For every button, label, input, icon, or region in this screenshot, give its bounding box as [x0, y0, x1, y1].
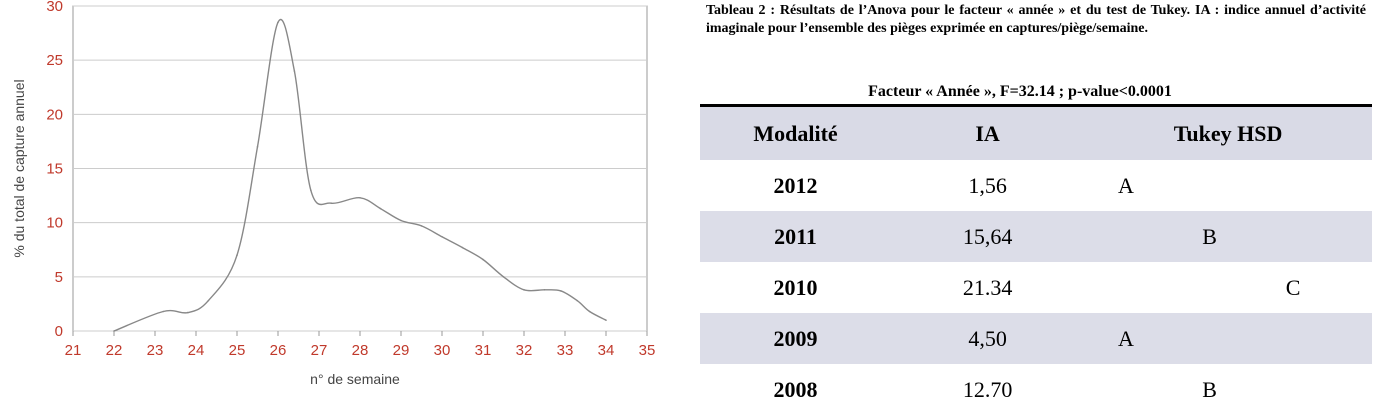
cell-tukey-a [1084, 211, 1168, 262]
table-row [700, 262, 1372, 313]
chart-svg [0, 0, 660, 414]
data-point [310, 189, 312, 191]
y-tick-label: 30 [46, 0, 63, 15]
data-point [544, 289, 546, 291]
data-point [236, 254, 238, 256]
anova-document [700, 0, 1379, 414]
table-row [700, 211, 1372, 262]
cell-tukey-a [1084, 364, 1168, 415]
data-point [441, 236, 443, 238]
x-tick-label: 24 [187, 342, 205, 359]
x-tick-label: 25 [228, 342, 246, 359]
x-tick-label: 34 [597, 342, 615, 359]
cell-modalite: 2008 [773, 376, 818, 402]
data-point [523, 289, 525, 291]
y-tick-label: 25 [46, 52, 63, 70]
cell-ia: 4,50 [891, 313, 1084, 364]
data-point [294, 70, 296, 72]
y-axis-title: % du total de capture annuel [11, 79, 27, 258]
x-axis-title: n° de semaine [310, 371, 400, 387]
table-header-row [700, 106, 1372, 161]
cell-tukey-a: A [1118, 172, 1134, 198]
cell-tukey-a: A [1084, 313, 1168, 364]
data-point [400, 220, 402, 222]
data-point [503, 276, 505, 278]
x-tick-label: 30 [433, 342, 451, 359]
cell-ia: 12.70 [962, 376, 1013, 402]
x-tick-label: 32 [515, 342, 533, 359]
cell-tukey-a [1084, 262, 1168, 313]
data-point [605, 319, 607, 321]
cell-pad [1335, 262, 1372, 313]
line-chart [0, 0, 660, 414]
data-point [359, 197, 361, 199]
y-tick-label: 20 [46, 106, 63, 124]
data-point [482, 259, 484, 261]
cell-tukey-b: B [1202, 376, 1217, 402]
header-modalite: Modalité [700, 106, 891, 161]
x-tick-label: 27 [310, 342, 328, 359]
cell-tukey-c [1251, 211, 1335, 262]
x-tick-label: 35 [638, 342, 656, 359]
x-tick-label: 21 [64, 342, 82, 359]
table-caption: Tableau 2 : Résultats de l’Anova pour le facteur « année » et du test de Tukey. IA : indice annuel d’activité imaginale pour l’ensemble des pièges exprimée en captures/piège/semaine. [706, 3, 1366, 36]
cell-pad [1335, 160, 1372, 211]
x-tick-label: 29 [392, 342, 410, 359]
x-tick-label: 22 [105, 342, 123, 359]
data-point [577, 300, 579, 302]
data-point [113, 330, 115, 332]
x-tick-label: 26 [269, 342, 287, 359]
cell-tukey-c [1251, 160, 1335, 211]
y-tick-label: 10 [46, 214, 63, 232]
x-tick-label: 23 [146, 342, 164, 359]
cell-modalite: 2010 [773, 274, 818, 300]
y-tick-label: 0 [54, 323, 63, 340]
data-point [589, 311, 591, 313]
header-tukey: Tukey HSD [1084, 106, 1372, 161]
cell-tukey-b [1168, 262, 1252, 313]
data-point [331, 202, 333, 204]
y-tick-label: 5 [54, 268, 63, 286]
anova-table [700, 104, 1372, 415]
cell-tukey-c: C [1285, 274, 1301, 300]
x-tick-label: 28 [351, 342, 369, 359]
data-point [380, 208, 382, 210]
table-row [700, 160, 1372, 211]
cell-pad [1335, 364, 1372, 415]
factor-title: Facteur « Année », F=32.14 ; p-value<0.0001 [868, 83, 1172, 100]
cell-tukey-c [1251, 364, 1335, 415]
cell-modalite: 2009 [700, 313, 891, 364]
cell-tukey-c [1251, 313, 1335, 364]
cell-ia: 21.34 [962, 274, 1013, 300]
cell-ia: 15,64 [891, 211, 1084, 262]
cell-tukey-b [1168, 160, 1252, 211]
x-tick-label: 31 [474, 342, 492, 359]
data-point [257, 146, 259, 148]
table-row [700, 364, 1372, 415]
data-point [421, 225, 423, 227]
data-point [162, 311, 164, 313]
data-point [277, 21, 279, 23]
table-row [700, 313, 1372, 364]
x-tick-label: 33 [556, 342, 574, 359]
data-point [208, 300, 210, 302]
cell-ia: 1,56 [968, 172, 1007, 198]
data-point [187, 312, 189, 314]
cell-tukey-b [1168, 313, 1252, 364]
cell-tukey-b: B [1168, 211, 1252, 262]
cell-modalite: 2012 [773, 172, 818, 198]
y-tick-label: 15 [46, 160, 63, 178]
cell-pad [1335, 313, 1372, 364]
header-ia: IA [891, 106, 1084, 161]
cell-modalite: 2011 [700, 211, 891, 262]
data-point [560, 290, 562, 292]
cell-pad [1335, 211, 1372, 262]
data-point [462, 247, 464, 249]
